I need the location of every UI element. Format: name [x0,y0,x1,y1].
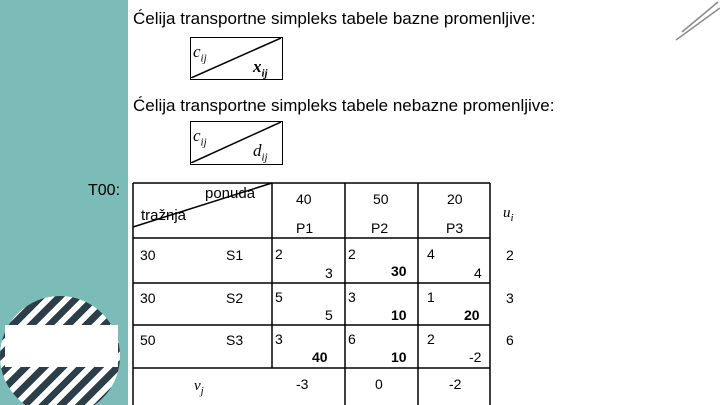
cost-s2-p3: 1 [427,289,435,305]
demand-s2: 30 [140,290,156,306]
value-s3-p2: 10 [391,349,407,365]
value-s2-p2: 10 [391,307,407,323]
cost-symbol: $c_{ij}$ [193,42,207,65]
v-p2: 0 [375,376,383,392]
supply-p1: 40 [296,191,312,207]
row-label-s3: S3 [226,332,244,348]
row-label-s1: S1 [226,247,244,263]
delta-symbol: $d_{ij}$ [253,141,268,164]
column-header-p1: P1 [296,220,314,236]
cost-symbol: $c_{ij}$ [193,126,207,149]
column-header-p2: P2 [371,220,389,236]
value-s2-p1: 5 [325,307,333,323]
u-column-label: $u_i$ [503,205,514,224]
row-label-s2: S2 [226,290,244,306]
supply-p2: 50 [373,191,389,207]
cost-s2-p2: 3 [348,289,356,305]
v-p3: -2 [449,376,462,392]
v-row-label: $v_j$ [194,378,204,397]
v-p1: -3 [296,376,309,392]
cost-s1-p2: 2 [348,246,356,262]
u-s1: 2 [506,247,514,263]
heading-nonbasic-cell: Ćelija transportne simpleks tabele nebazne promenljive: [133,96,555,115]
demand-s1: 30 [140,247,156,263]
column-header-p3: P3 [446,220,464,236]
value-s1-p2: 30 [391,263,407,279]
corner-label-demand: tražnja [141,207,187,224]
cost-s3-p2: 6 [348,331,356,347]
heading-basic-cell: Ćelija transportne simpleks tabele bazne promenljive: [133,9,536,28]
value-s3-p1: 40 [312,349,328,365]
u-s3: 6 [506,332,514,348]
value-s1-p3: 4 [474,265,482,281]
cost-s2-p1: 5 [275,289,283,305]
u-s2: 3 [506,290,514,306]
allocation-symbol: $x_{ij}$ [253,57,268,80]
supply-p3: 20 [447,191,463,207]
value-s3-p3: -2 [469,349,482,365]
value-s2-p3: 20 [464,307,480,323]
demand-s3: 50 [140,332,156,348]
cost-s1-p1: 2 [275,246,283,262]
corner-label-supply: ponuda [205,185,256,202]
cost-s1-p3: 4 [427,246,435,262]
value-s1-p1: 3 [325,265,333,281]
cost-s3-p1: 3 [275,331,283,347]
table-title: T00: [88,182,121,199]
cost-s3-p3: 2 [427,331,435,347]
